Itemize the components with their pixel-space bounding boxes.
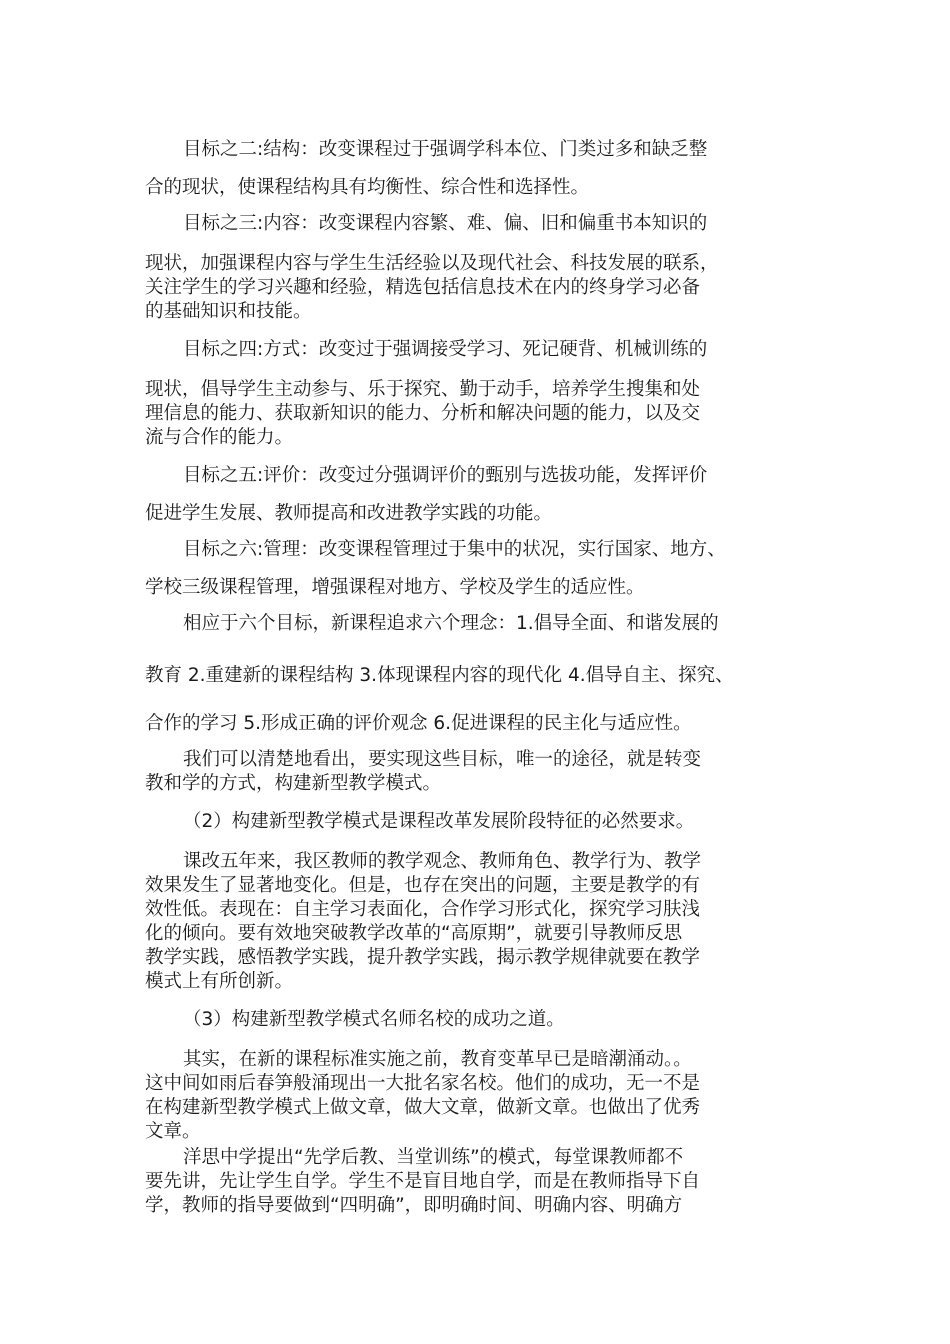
text-line: 合的现状，使课程结构具有均衡性、综合性和选择性。 [145,177,590,198]
text-line: 学校三级课程管理，增强课程对地方、学校及学生的适应性。 [145,577,645,598]
text-line: 在构建新型教学模式上做文章，做大文章，做新文章。也做出了优秀 [145,1097,701,1118]
text-line: 目标之三:内容：改变课程内容繁、难、偏、旧和偏重书本知识的 [183,213,708,234]
text-line: 目标之六:管理：改变课程管理过于集中的状况，实行国家、地方、 [183,539,726,560]
text-line: 现状，加强课程内容与学生生活经验以及现代社会、科技发展的联系， [145,253,719,274]
text-line: 教育 2.重建新的课程结构 3.体现课程内容的现代化 4.倡导自主、探究、 [145,665,734,686]
text-line: 课改五年来，我区教师的教学观念、教师角色、教学行为、教学 [183,851,702,872]
text-line: 理信息的能力、获取新知识的能力、分析和解决问题的能力，以及交 [145,403,701,424]
text-line: 我们可以清楚地看出，要实现这些目标，唯一的途径，就是转变 [183,749,702,770]
text-line: 目标之五:评价：改变过分强调评价的甄别与选拔功能，发挥评价 [183,465,708,486]
text-line: 这中间如雨后春笋般涌现出一大批名家名校。他们的成功，无一不是 [145,1073,701,1094]
text-line: 其实，在新的课程标准实施之前，教育变革早已是暗潮涌动。。 [183,1049,692,1070]
text-line: 现状，倡导学生主动参与、乐于探究、勤于动手，培养学生搜集和处 [145,379,701,400]
text-line: （2）构建新型教学模式是课程改革发展阶段特征的必然要求。 [183,811,695,832]
text-line: 教和学的方式，构建新型教学模式。 [145,773,442,794]
text-line: 相应于六个目标，新课程追求六个理念：1.倡导全面、和谐发展的 [183,613,719,634]
text-line: 的基础知识和技能。 [145,301,312,322]
text-line: 模式上有所创新。 [145,971,294,992]
text-line: 学，教师的指导要做到“四明确”，即明确时间、明确内容、明确方 [145,1195,683,1216]
text-line: 文章。 [145,1121,201,1142]
text-line: 洋思中学提出“先学后教、当堂训练”的模式，每堂课教师都不 [183,1147,684,1168]
text-line: 效性低。表现在：自主学习表面化，合作学习形式化，探究学习肤浅 [145,899,701,920]
text-line: 促进学生发展、教师提高和改进教学实践的功能。 [145,503,553,524]
text-line: 化的倾向。要有效地突破教学改革的“高原期”，就要引导教师反思 [145,923,683,944]
text-line: 关注学生的学习兴趣和经验，精选包括信息技术在内的终身学习必备 [145,277,701,298]
text-line: 要先讲，先让学生自学。学生不是盲目地自学，而是在教师指导下自 [145,1171,701,1192]
text-line: 目标之二:结构：改变课程过于强调学科本位、门类过多和缺乏整 [183,139,708,160]
text-line: 流与合作的能力。 [145,427,294,448]
text-line: 效果发生了显著地变化。但是，也存在突出的问题，主要是教学的有 [145,875,701,896]
text-line: 合作的学习 5.形成正确的评价观念 6.促进课程的民主化与适应性。 [145,713,692,734]
text-line: 目标之四:方式：改变过于强调接受学习、死记硬背、机械训练的 [183,339,708,360]
text-line: （3）构建新型教学模式名师名校的成功之道。 [183,1009,565,1030]
text-line: 教学实践，感悟教学实践，提升教学实践，揭示教学规律就要在教学 [145,947,701,968]
